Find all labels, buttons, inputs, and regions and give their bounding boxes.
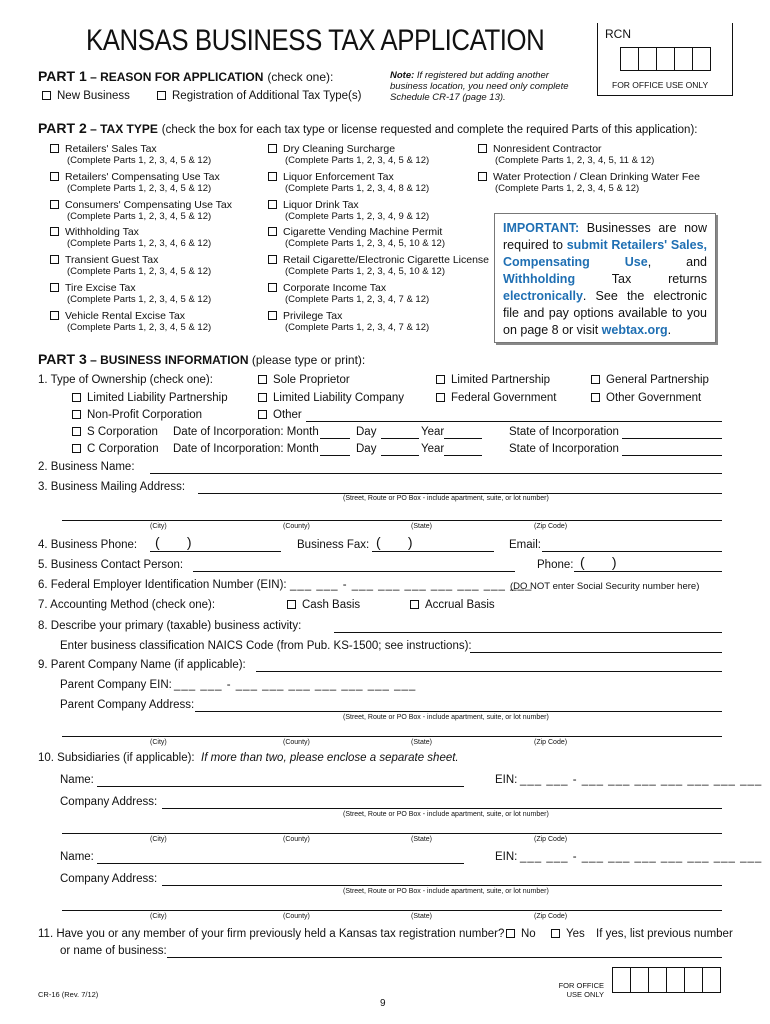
zip-caption: (Zip Code): [534, 913, 568, 920]
tax-type-name: Privilege Tax: [283, 309, 343, 322]
tax-type-parts: (Complete Parts 1, 2, 3, 4, 5 & 12): [67, 182, 212, 194]
business-name-input[interactable]: [150, 473, 722, 474]
tax-type-col2-5[interactable]: [268, 282, 429, 306]
state-caption: (State): [411, 913, 433, 920]
contact-person-input[interactable]: [193, 571, 515, 572]
s-soi-input[interactable]: [622, 438, 722, 439]
s-day-label: Day: [356, 426, 377, 438]
sub1-addr-label: Company Address:: [60, 796, 158, 808]
tax-type-col2-2[interactable]: [268, 199, 429, 223]
checkbox-icon: [268, 227, 277, 236]
accrual-basis-checkbox[interactable]: Accrual Basis: [410, 599, 495, 611]
county-caption: (County): [283, 913, 310, 920]
own-sole-proprietor[interactable]: Sole Proprietor: [258, 374, 350, 386]
tax-type-name: Retail Cigarette/Electronic Cigarette License: [283, 254, 490, 267]
own-other[interactable]: Other: [258, 409, 302, 421]
ein-input[interactable]: ___ ___ - ___ ___ ___ ___ ___ ___ ___: [290, 579, 533, 591]
q8-label: 8. Describe your primary (taxable) business activity:: [38, 620, 302, 632]
own-llp[interactable]: Limited Liability Partnership: [72, 392, 228, 404]
tax-type-parts: (Complete Parts 1, 2, 3, 4, 7 & 12): [285, 294, 430, 305]
county-caption: (County): [283, 523, 310, 530]
own-general-partnership[interactable]: General Partnership: [591, 374, 709, 386]
tax-type-parts: (Complete Parts 1, 2, 3, 4, 5, 10 & 12): [285, 238, 445, 250]
tax-type-parts: (Complete Parts 1, 2, 3, 4, 5, 11 & 12): [495, 155, 655, 166]
city-caption: (City): [150, 836, 167, 843]
other-input[interactable]: [306, 421, 722, 422]
office-use-label: FOR OFFICE USE ONLY: [612, 80, 709, 90]
q6-label: 6. Federal Employer Identification Number (EIN):: [38, 579, 287, 591]
tax-type-name: Vehicle Rental Excise Tax: [65, 309, 186, 322]
addr-caption: (Street, Route or PO Box - include apartment, suite, or lot number): [343, 888, 549, 895]
tax-type-name: Tire Excise Tax: [65, 282, 136, 294]
parent-street-input[interactable]: [195, 711, 722, 712]
tax-type-col1-2[interactable]: [50, 199, 232, 223]
q11-list-prev: If yes, list previous number: [596, 928, 733, 940]
sub2-name-input[interactable]: [97, 863, 464, 864]
fax-label: Business Fax:: [297, 539, 370, 551]
c-soi-input[interactable]: [622, 455, 722, 456]
checkbox-icon: [50, 144, 59, 153]
tax-type-parts: (Complete Parts 1, 2, 3, 4, 5 & 12): [67, 294, 212, 305]
sub1-name-label: Name:: [60, 774, 94, 786]
tax-type-name: Retailers' Sales Tax: [65, 143, 157, 155]
tax-type-parts: (Complete Parts 1, 2, 3, 4, 7 & 12): [285, 321, 430, 333]
sub1-street-input[interactable]: [162, 808, 722, 809]
tax-type-name: Withholding Tax: [65, 226, 139, 239]
s-corp-checkbox[interactable]: S Corporation: [72, 426, 158, 438]
tax-type-col2-0[interactable]: [268, 143, 429, 167]
checkbox-icon: [50, 172, 59, 181]
rcn-label: RCN: [605, 27, 631, 41]
c-doi-label: Date of Incorporation: Month: [173, 443, 319, 455]
parent-ein-input[interactable]: ___ ___ - ___ ___ ___ ___ ___ ___ ___: [174, 679, 417, 691]
parent-name-input[interactable]: [256, 671, 722, 672]
naics-input[interactable]: [470, 652, 722, 653]
checkbox-icon: [478, 144, 487, 153]
q4-label: 4. Business Phone:: [38, 539, 138, 551]
tax-type-col3-1[interactable]: [478, 171, 700, 195]
tax-type-name: Water Protection / Clean Drinking Water Fee: [493, 170, 700, 183]
own-nonprofit[interactable]: Non-Profit Corporation: [72, 409, 202, 421]
contact-phone-parens: ( ): [580, 554, 617, 570]
business-phone-input[interactable]: [150, 551, 281, 552]
form-id: CR-16 (Rev. 7/12): [38, 990, 99, 999]
checkbox-icon: [42, 91, 51, 100]
s-doi-label: Date of Incorporation: Month: [173, 426, 319, 438]
sub1-ein-input[interactable]: ___ ___ - ___ ___ ___ ___ ___ ___ ___: [520, 774, 763, 786]
additional-tax-checkbox[interactable]: Registration of Additional Tax Type(s): [157, 90, 361, 102]
q1-label: 1. Type of Ownership (check one):: [38, 374, 213, 386]
tax-type-name: Corporate Income Tax: [283, 282, 387, 294]
q3-label: 3. Business Mailing Address:: [38, 481, 186, 493]
fax-parens: ( ): [376, 534, 413, 550]
state-caption: (State): [411, 836, 433, 843]
footer-office-use: FOR OFFICE USE ONLY: [558, 981, 604, 999]
checkbox-icon: [268, 255, 277, 264]
part1-heading: PART 1 – REASON FOR APPLICATION (check one):: [38, 68, 334, 84]
own-limited-partnership[interactable]: Limited Partnership: [436, 374, 550, 386]
tax-type-name: Dry Cleaning Surcharge: [283, 143, 396, 155]
form-title: KANSAS BUSINESS TAX APPLICATION: [86, 24, 545, 57]
checkbox-icon: [268, 172, 277, 181]
tax-type-parts: (Complete Parts 1, 2, 3, 4, 5 & 12): [67, 266, 212, 278]
footer-office-box: [612, 967, 721, 993]
tax-type-parts: (Complete Parts 1, 2, 3, 4, 5 & 12): [67, 210, 212, 222]
s-year-label: Year: [421, 426, 445, 438]
zip-caption: (Zip Code): [534, 739, 568, 746]
addr-caption: (Street, Route or PO Box - include apartment, suite, or lot number): [343, 714, 549, 721]
q5-label: 5. Business Contact Person:: [38, 559, 184, 571]
s-month-input[interactable]: [320, 438, 350, 439]
s-soi-label: State of Incorporation: [509, 426, 619, 438]
tax-type-name: Cigarette Vending Machine Permit: [283, 226, 443, 239]
mailing-city-input[interactable]: [62, 520, 722, 521]
tax-type-parts: (Complete Parts 1, 2, 3, 4, 5, 10 & 12): [285, 266, 445, 278]
previous-number-input[interactable]: [167, 957, 722, 958]
tax-type-col1-1[interactable]: [50, 171, 220, 195]
ssn-note: (DO NOT enter Social Security number here): [510, 581, 700, 592]
phone-parens: ( ): [155, 534, 192, 550]
tax-type-col2-6[interactable]: [268, 310, 429, 334]
sub2-ein-label: EIN:: [495, 851, 518, 863]
zip-caption: (Zip Code): [534, 836, 568, 843]
checkbox-icon: [157, 91, 166, 100]
addr-caption: (Street, Route or PO Box - include apartment, suite, or lot number): [343, 811, 549, 818]
parent-addr-label: Parent Company Address:: [60, 699, 195, 711]
activity-input[interactable]: [334, 632, 722, 633]
parent-city-input[interactable]: [62, 736, 722, 737]
tax-type-parts: (Complete Parts 1, 2, 3, 4, 6 & 12): [67, 238, 212, 250]
c-year-input[interactable]: [444, 455, 482, 456]
state-caption: (State): [411, 523, 433, 530]
contact-phone-input[interactable]: [574, 571, 722, 572]
tax-type-col1-6[interactable]: [50, 310, 211, 334]
tax-type-parts: (Complete Parts 1, 2, 3, 4, 8 & 12): [285, 182, 430, 194]
tax-type-name: Nonresident Contractor: [493, 143, 602, 155]
sub2-ein-input[interactable]: ___ ___ - ___ ___ ___ ___ ___ ___ ___: [520, 851, 763, 863]
county-caption: (County): [283, 836, 310, 843]
tax-type-parts: (Complete Parts 1, 2, 3, 4, 5 & 12): [285, 155, 430, 166]
naics-label: Enter business classification NAICS Code (from Pub. KS-1500; see instructions):: [60, 640, 472, 652]
tax-type-name: Liquor Enforcement Tax: [283, 170, 394, 183]
checkbox-icon: [478, 172, 487, 181]
checkbox-icon: [268, 200, 277, 209]
checkbox-icon: [268, 283, 277, 292]
sub2-city-input[interactable]: [62, 910, 722, 911]
city-caption: (City): [150, 739, 167, 746]
county-caption: (County): [283, 739, 310, 746]
sub1-city-input[interactable]: [62, 833, 722, 834]
city-caption: (City): [150, 523, 167, 530]
checkbox-icon: [50, 200, 59, 209]
tax-type-parts: (Complete Parts 1, 2, 3, 4, 5 & 12): [495, 182, 640, 194]
part2-heading: PART 2 – TAX TYPE (check the box for each tax type or license requested and complete the required Parts of this application):: [38, 120, 698, 136]
tax-type-parts: (Complete Parts 1, 2, 3, 4, 5 & 12): [67, 155, 212, 166]
c-year-label: Year: [421, 443, 445, 455]
own-llc[interactable]: Limited Liability Company: [258, 392, 404, 404]
business-fax-input[interactable]: [372, 551, 494, 552]
tax-type-col2-1[interactable]: [268, 171, 429, 195]
sub1-name-input[interactable]: [97, 786, 464, 787]
addr-caption: (Street, Route or PO Box - include apartment, suite, or lot number): [343, 495, 549, 502]
tax-type-col1-3[interactable]: [50, 226, 211, 250]
c-day-input[interactable]: [381, 455, 419, 456]
checkbox-icon: [50, 311, 59, 320]
contact-phone-label: Phone:: [537, 559, 574, 571]
checkbox-icon: [50, 283, 59, 292]
tax-type-name: Liquor Drink Tax: [283, 198, 359, 211]
s-year-input[interactable]: [444, 438, 482, 439]
city-caption: (City): [150, 913, 167, 920]
checkbox-icon: [268, 144, 277, 153]
q11-label: 11. Have you or any member of your firm previously held a Kansas tax registration number?: [38, 928, 505, 940]
c-soi-label: State of Incorporation: [509, 443, 619, 455]
state-caption: (State): [411, 739, 433, 746]
zip-caption: (Zip Code): [534, 523, 568, 530]
sub2-street-input[interactable]: [162, 885, 722, 886]
q2-label: 2. Business Name:: [38, 461, 135, 473]
cash-basis-checkbox[interactable]: Cash Basis: [287, 599, 360, 611]
c-day-label: Day: [356, 443, 377, 455]
rcn-input[interactable]: [620, 47, 711, 71]
sub1-ein-label: EIN:: [495, 774, 518, 786]
tax-type-col3-0[interactable]: [478, 143, 654, 167]
tax-type-col1-5[interactable]: [50, 282, 211, 306]
c-corp-checkbox[interactable]: C Corporation: [72, 443, 159, 455]
own-other-gov[interactable]: Other Government: [591, 392, 701, 404]
c-month-input[interactable]: [320, 455, 350, 456]
new-business-checkbox[interactable]: New Business: [42, 90, 130, 102]
s-day-input[interactable]: [381, 438, 419, 439]
checkbox-icon: [268, 311, 277, 320]
tax-type-name: Retailers' Compensating Use Tax: [65, 170, 220, 183]
important-notice: IMPORTANT: Businesses are now required to submit Retailers' Sales, Compensating Use, and Withholding Tax returns electronically. See the electronic file and pay options available to you on page 8 or visit webtax.org.: [494, 213, 716, 343]
q11-no-checkbox[interactable]: No: [506, 928, 536, 940]
q10-label: 10. Subsidiaries (if applicable): If more than two, please enclose a separate sheet.: [38, 752, 459, 764]
mailing-street-input[interactable]: [198, 493, 722, 494]
q9-label: 9. Parent Company Name (if applicable):: [38, 659, 246, 671]
tax-type-parts: (Complete Parts 1, 2, 3, 4, 9 & 12): [285, 210, 430, 222]
tax-type-col2-4[interactable]: [268, 254, 489, 278]
part1-note: Note: If registered but adding another business location, you need only complete Schedule CR-17 (page 13).: [390, 70, 569, 103]
q7-label: 7. Accounting Method (check one):: [38, 599, 216, 611]
tax-type-parts: (Complete Parts 1, 2, 3, 4, 5 & 12): [67, 321, 212, 333]
checkbox-icon: [50, 255, 59, 264]
page-number: 9: [380, 998, 386, 1009]
tax-type-col1-4[interactable]: [50, 254, 211, 278]
tax-type-name: Consumers' Compensating Use Tax: [65, 198, 232, 211]
sub2-name-label: Name:: [60, 851, 94, 863]
or-name-label: or name of business:: [60, 945, 167, 957]
q11-yes-checkbox[interactable]: Yes: [551, 928, 585, 940]
email-input[interactable]: [542, 551, 722, 552]
own-federal-gov[interactable]: Federal Government: [436, 392, 556, 404]
tax-type-name: Transient Guest Tax: [65, 254, 159, 267]
part3-heading: PART 3 – BUSINESS INFORMATION (please type or print):: [38, 351, 366, 367]
checkbox-icon: [50, 227, 59, 236]
email-label: Email:: [509, 539, 541, 551]
tax-type-col1-0[interactable]: [50, 143, 211, 167]
parent-ein-label: Parent Company EIN:: [60, 679, 172, 691]
sub2-addr-label: Company Address:: [60, 873, 158, 885]
tax-type-col2-3[interactable]: [268, 226, 445, 250]
